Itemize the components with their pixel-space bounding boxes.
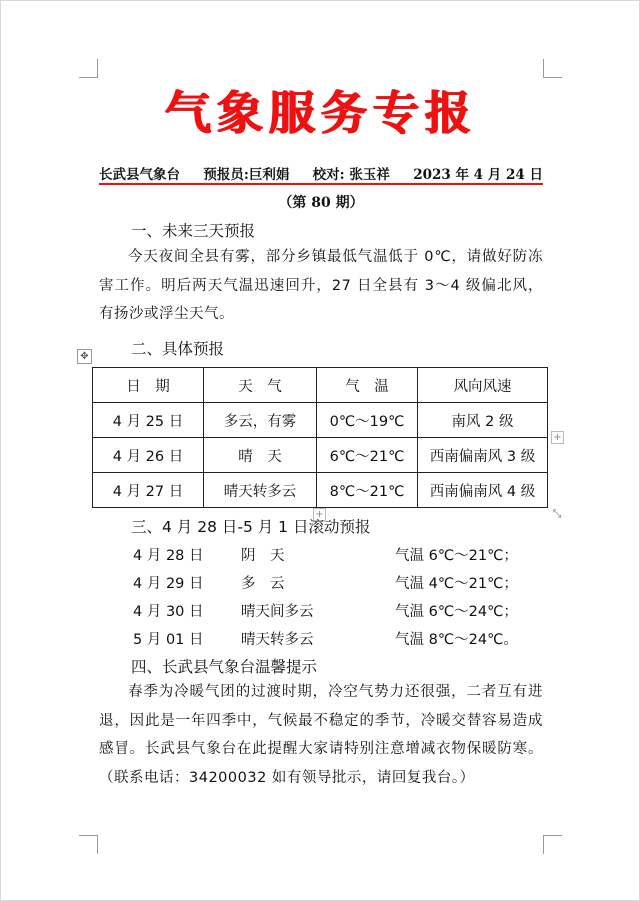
crop-mark-top-left (79, 59, 98, 78)
cell-wind: 西南偏南风 3 级 (418, 438, 548, 473)
table-row (93, 438, 548, 473)
table-resize-handle-icon[interactable]: ⤡ (552, 507, 562, 520)
col-header-weather: 天 气 (204, 368, 317, 403)
rolling-weather: 多 云 (241, 576, 285, 592)
red-divider (99, 183, 543, 185)
cell-temp: 8℃～21℃ (317, 473, 418, 508)
rolling-weather: 晴天间多云 (241, 604, 314, 620)
cell-date: 4 月 25 日 (93, 403, 204, 438)
cell-wind: 西南偏南风 4 级 (418, 473, 548, 508)
station-name: 长武县气象台 (99, 167, 180, 183)
cell-date: 4 月 26 日 (93, 438, 204, 473)
section1-body: 今天夜间全县有雾，部分乡镇最低气温低于 0℃，请做好防冻害工作。明后两天气温迅速回升，27 日全县有 3～4 级偏北风，有扬沙或浮尘天气。 (99, 249, 543, 322)
cell-wind: 南风 2 级 (418, 403, 548, 438)
cell-temp: 6℃～21℃ (317, 438, 418, 473)
col-header-temp: 气 温 (317, 368, 418, 403)
cell-temp: 0℃～19℃ (317, 403, 418, 438)
proofreader: 校对: 张玉祥 (312, 167, 390, 183)
crop-mark-bottom-right (543, 835, 562, 854)
cell-weather: 晴天转多云 (204, 473, 317, 508)
rolling-date: 5 月 01 日 (133, 632, 204, 648)
rolling-temp: 气温 6℃～21℃； (395, 548, 518, 564)
table-row (93, 403, 548, 438)
rolling-date: 4 月 29 日 (133, 576, 204, 592)
add-row-handle-icon[interactable]: + (313, 508, 326, 521)
header-line (99, 163, 543, 183)
section4-body: 春季为冷暖气团的过渡时期，冷空气势力还很强，二者互有进退，因此是一年四季中，气候最不稳定的季节，冷暖交替容易造成感冒。长武县气象台在此提醒大家请特别注意增减衣物保暖防寒。（联系电话：34200032 如有领导批示，请回复我台。） (99, 684, 543, 786)
section4-heading: 四、长武县气象台温馨提示 (131, 658, 318, 676)
crop-mark-bottom-left (79, 835, 98, 854)
forecaster: 预报员:巨利娟 (203, 167, 290, 183)
rolling-date: 4 月 30 日 (133, 604, 204, 620)
rolling-weather: 晴天转多云 (241, 632, 314, 648)
table-row (93, 473, 548, 508)
forecast-table (92, 367, 548, 508)
rolling-weather: 阴 天 (241, 548, 285, 564)
issue-date: 2023 年 4 月 24 日 (413, 167, 543, 183)
rolling-temp: 气温 6℃～24℃； (395, 604, 518, 620)
section1-heading: 一、未来三天预报 (131, 222, 256, 240)
table-header-row (93, 368, 548, 403)
col-header-date: 日 期 (93, 368, 204, 403)
cell-date: 4 月 27 日 (93, 473, 204, 508)
issue-number: （第 80 期） (278, 195, 364, 211)
document-title: 气象服务专报 (165, 86, 477, 140)
rolling-temp: 气温 4℃～21℃； (395, 576, 518, 592)
crop-mark-top-right (543, 59, 562, 78)
col-header-wind: 风向风速 (418, 368, 548, 403)
rolling-temp: 气温 8℃～24℃。 (395, 632, 518, 648)
cell-weather: 晴 天 (204, 438, 317, 473)
section2-heading: 二、具体预报 (131, 340, 225, 358)
section3-heading: 三、4 月 28 日-5 月 1 日滚动预报 (131, 518, 371, 536)
add-column-handle-icon[interactable]: + (551, 431, 564, 444)
rolling-date: 4 月 28 日 (133, 548, 204, 564)
table-move-handle-icon[interactable]: ✥ (77, 349, 92, 364)
cell-weather: 多云，有雾 (204, 403, 317, 438)
